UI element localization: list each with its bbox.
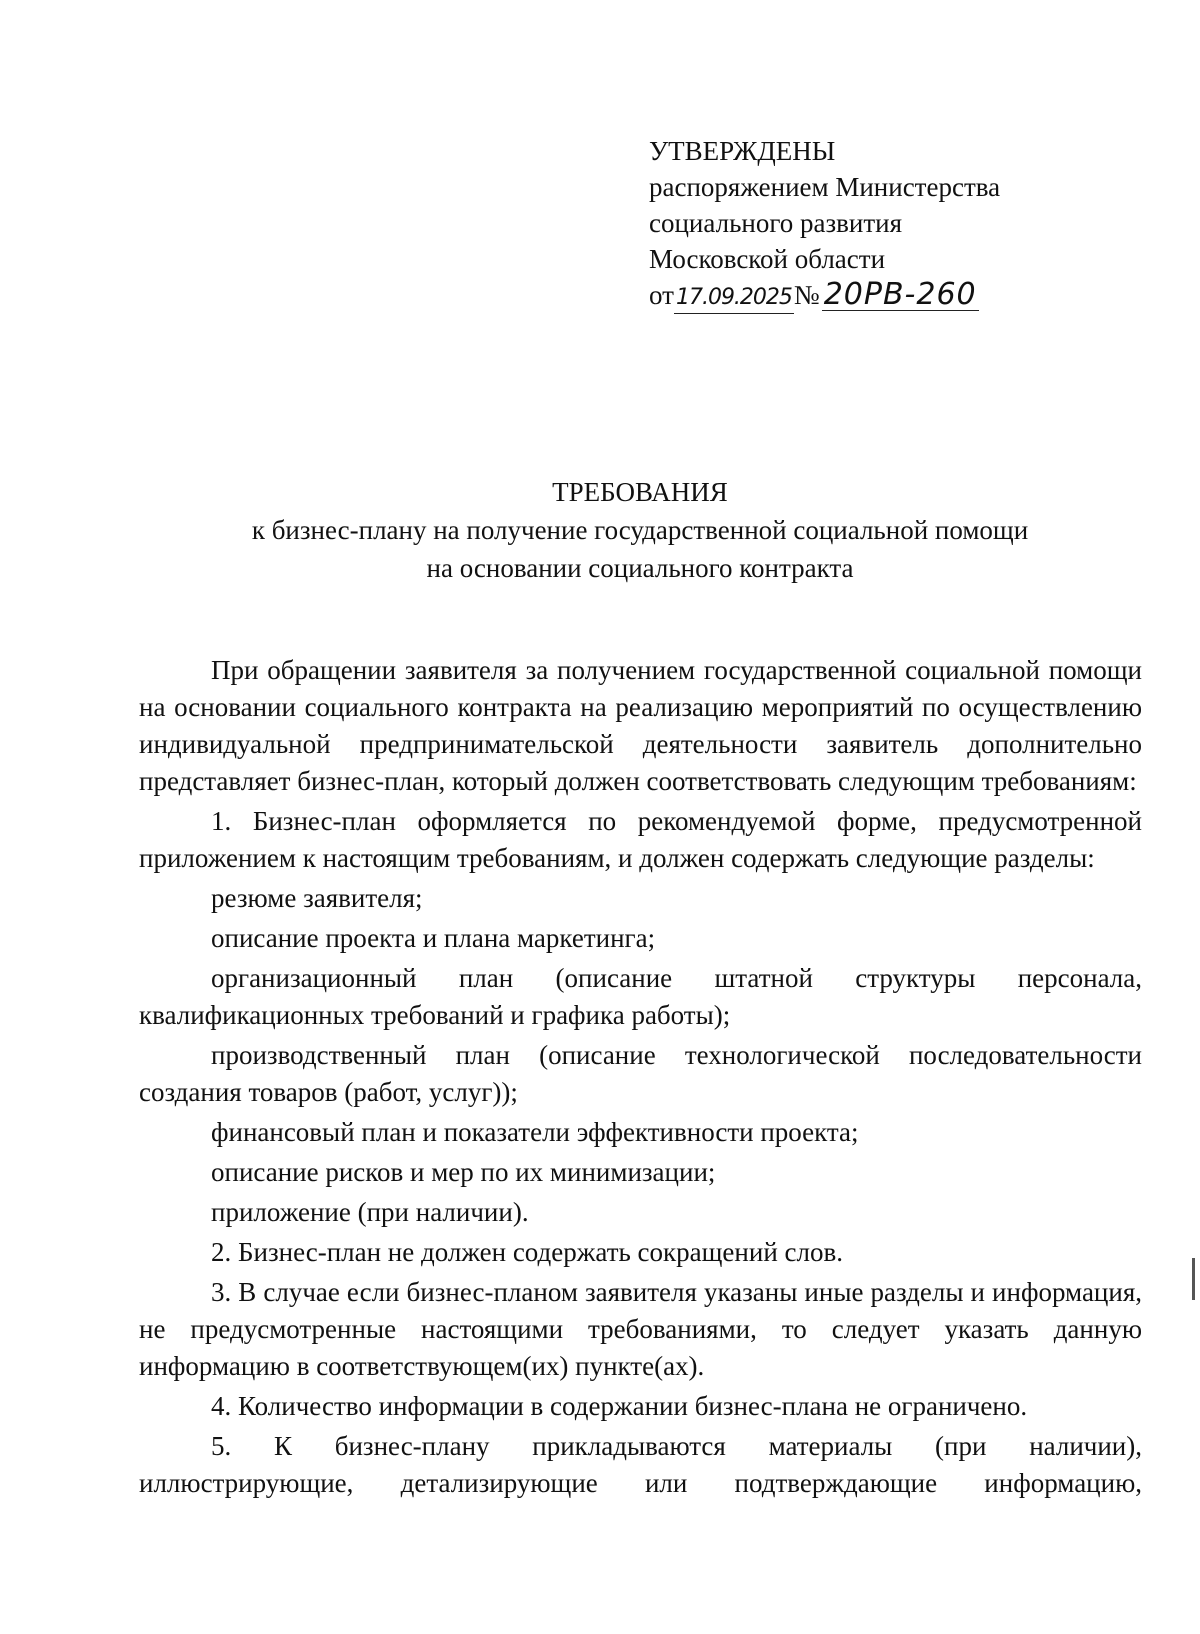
paragraph-2: 2. Бизнес-план не должен содержать сокращений слов. <box>211 1237 843 1267</box>
section-item: производственный план (описание технологической последовательности создания товаров (работ, услуг)); <box>139 1040 1142 1107</box>
document-subtitle-line-2: на основании социального контракта <box>426 553 854 583</box>
approval-stamp-block <box>649 133 1000 314</box>
from-label: от <box>649 280 674 310</box>
paragraph-5: 5. К бизнес-плану прикладываются материалы (при наличии), иллюстрирующие, детализирующие или подтверждающие информацию, <box>139 1431 1142 1498</box>
paragraph-1: 1. Бизнес-план оформляется по рекомендуемой форме, предусмотренной приложением к настоящим требованиям, и должен содержать следующие разделы: <box>139 806 1142 873</box>
document-title: ТРЕБОВАНИЯ <box>552 477 728 507</box>
document-body <box>139 652 1142 1502</box>
number-label: № <box>793 280 820 310</box>
document-title-block <box>0 473 1200 587</box>
section-item: описание проекта и плана маркетинга; <box>211 923 656 953</box>
paragraph-4: 4. Количество информации в содержании бизнес-плана не ограничено. <box>211 1391 1028 1421</box>
section-item: описание рисков и мер по их минимизации; <box>211 1157 716 1187</box>
document-subtitle-line-1: к бизнес-плану на получение государственной социальной помощи <box>251 515 1029 545</box>
handwritten-number: 20РВ-260 <box>823 277 977 312</box>
section-item: приложение (при наличии). <box>211 1197 529 1227</box>
section-item: организационный план (описание штатной структуры персонала, квалификационных требований и графика работы); <box>139 963 1142 1030</box>
approval-line-3: Московской области <box>649 244 886 274</box>
scan-edge-mark <box>1192 1258 1195 1300</box>
approval-date-number-line <box>649 277 1000 314</box>
approval-line-2: социального развития <box>649 208 903 238</box>
handwritten-date: 17.09.2025 <box>674 283 794 314</box>
intro-paragraph: При обращении заявителя за получением государственной социальной помощи на основании социального контракта на реализацию мероприятий по осуществлению индивидуальной предпринимательской деятельности заявитель дополнительно представляет бизнес-план, который должен соответствовать следующим требованиям: <box>139 655 1142 796</box>
section-item: финансовый план и показатели эффективности проекта; <box>211 1117 859 1147</box>
paragraph-3: 3. В случае если бизнес-планом заявителя указаны иные разделы и информация, не предусмотренные настоящими требованиями, то следует указать данную информацию в соответствующем(их) пункте(ах). <box>139 1277 1142 1381</box>
section-item: резюме заявителя; <box>211 883 423 913</box>
approval-heading: УТВЕРЖДЕНЫ <box>649 136 836 166</box>
approval-line-1: распоряжением Министерства <box>649 172 1001 202</box>
